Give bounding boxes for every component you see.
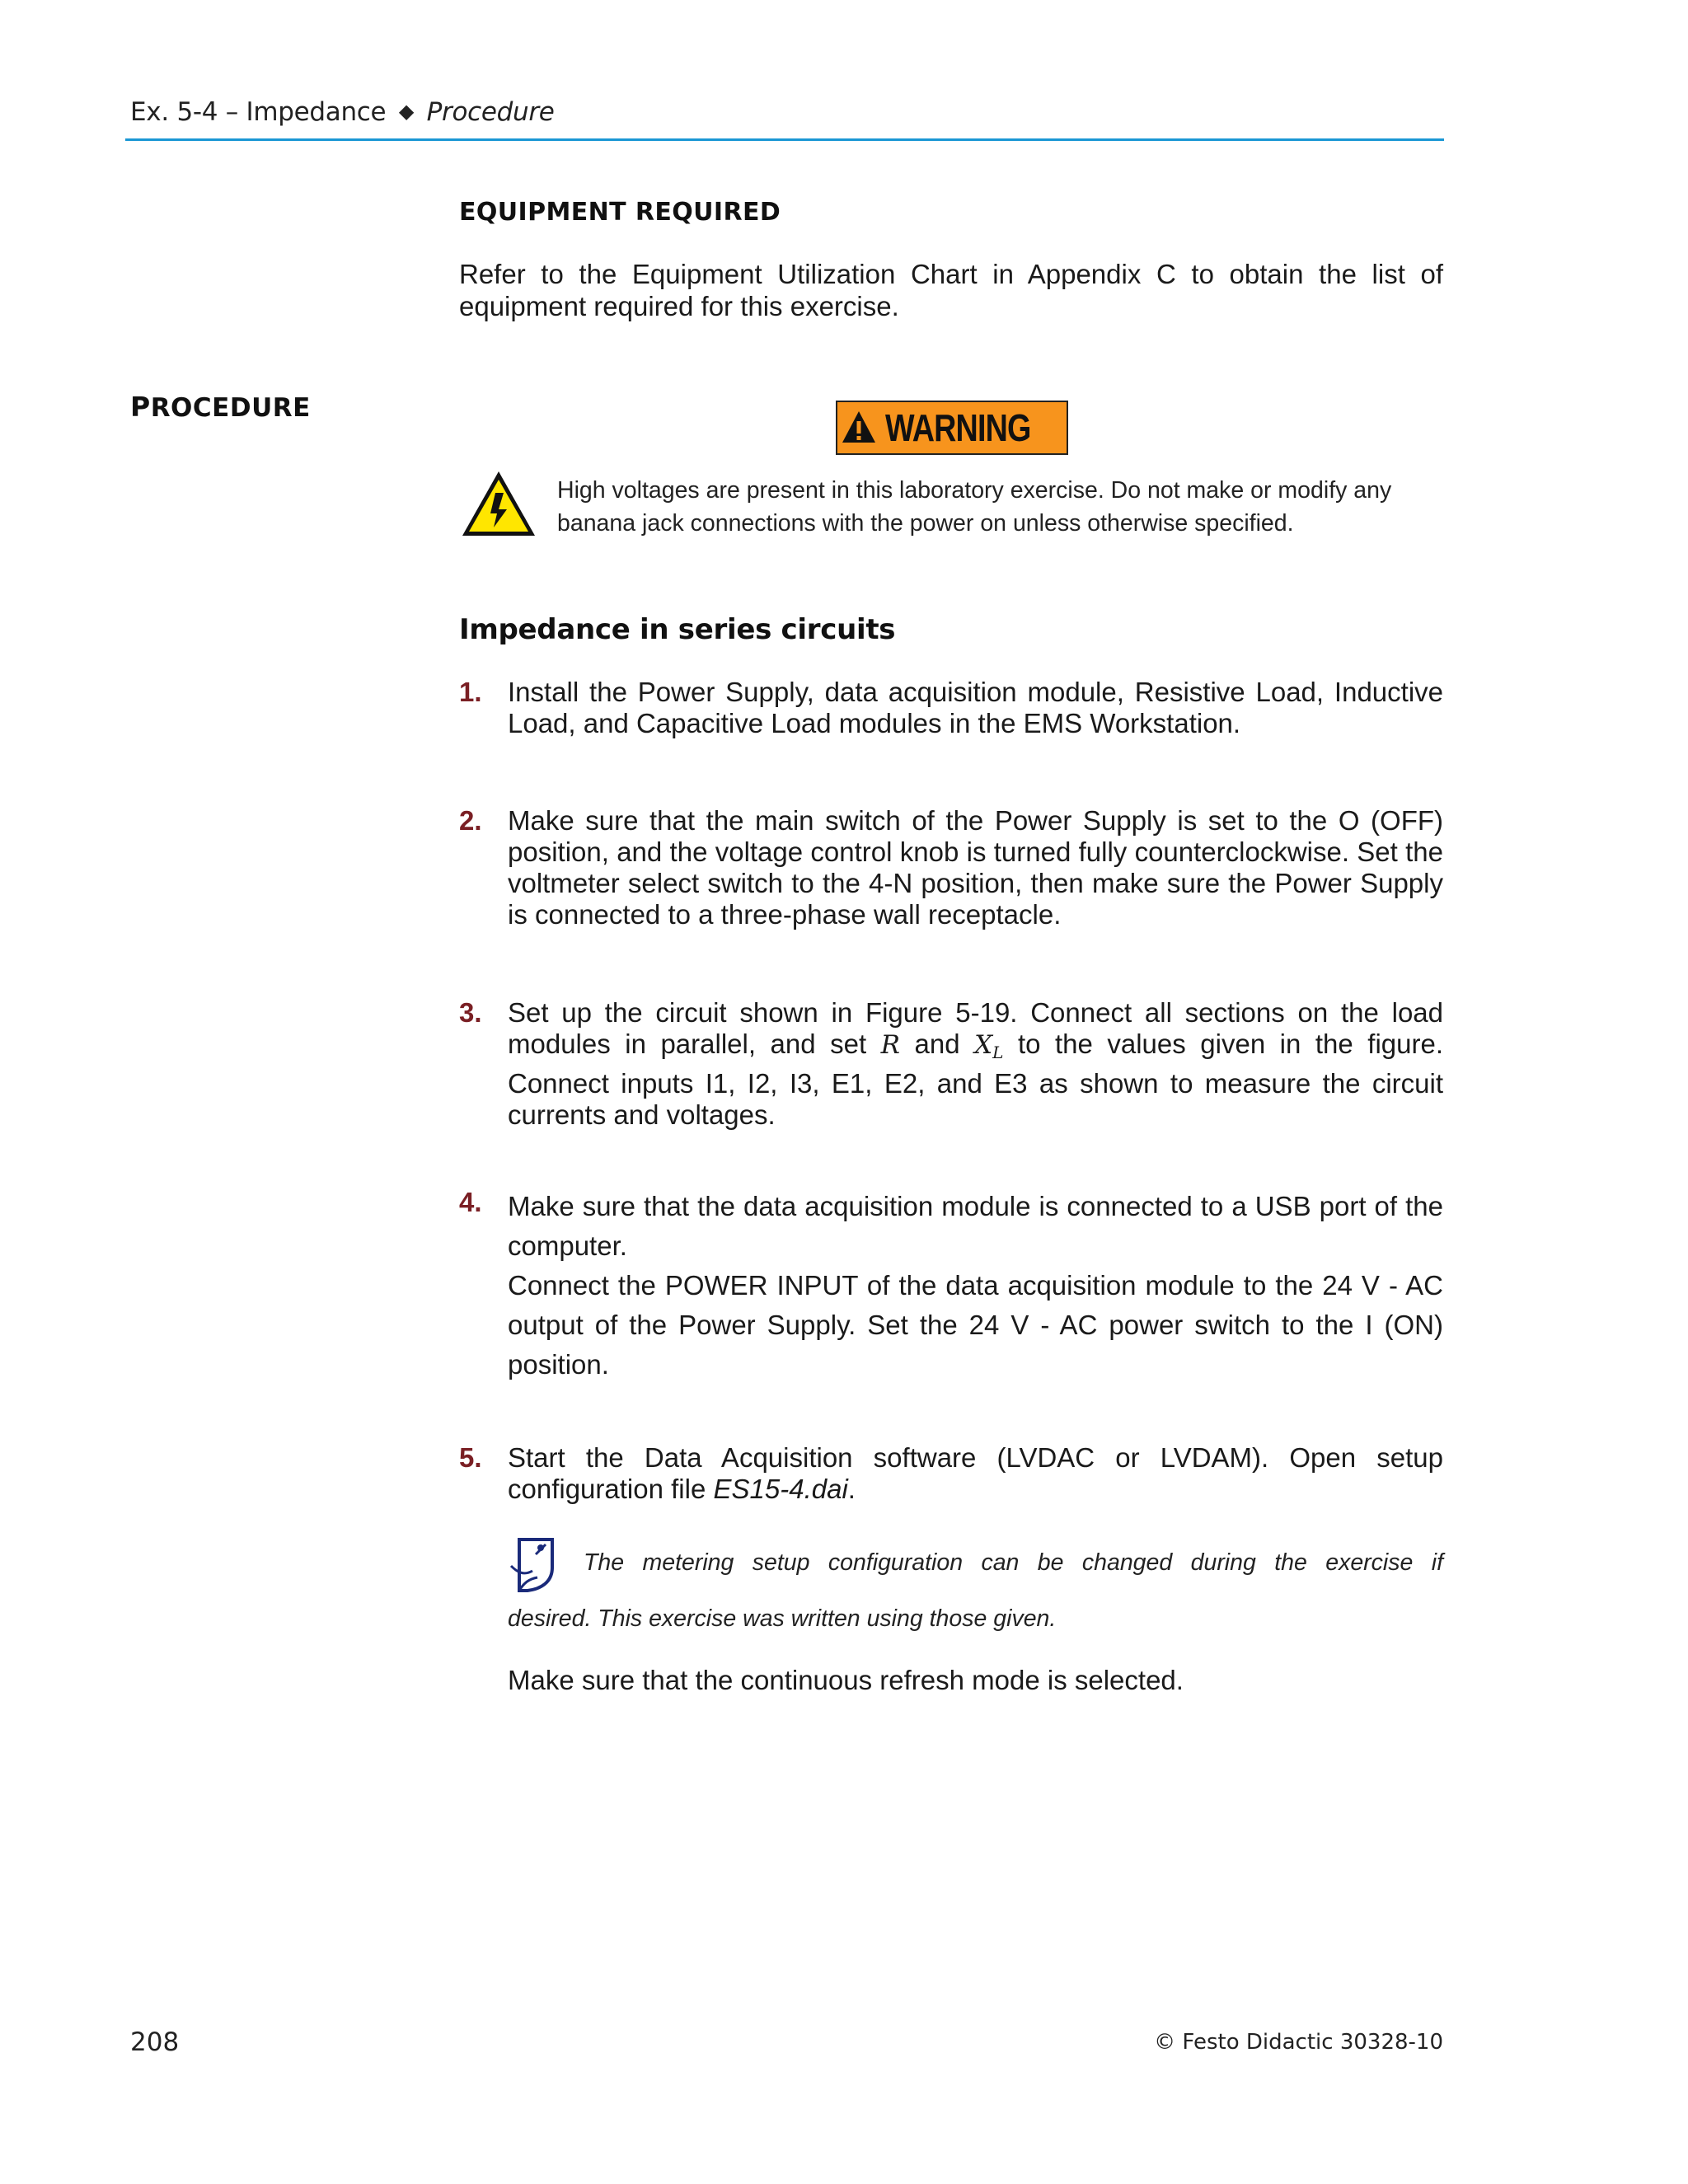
step-number: 1. xyxy=(459,677,482,707)
step-3 xyxy=(459,997,1443,1131)
note-text-line-2: desired. This exercise was written using those given. xyxy=(508,1605,1057,1632)
high-voltage-icon xyxy=(459,468,538,539)
header-exercise: Ex. 5-4 – Impedance xyxy=(130,97,387,127)
series-heading: Impedance in series circuits xyxy=(459,613,896,646)
step-text: Make sure that the data acquisition module is connected to a USB port of the computer. Connect the POWER INPUT of the data acquisition module to the 24 V - AC output of the Power Supply. Set the 24 V - AC power switch to the I (ON) position. xyxy=(508,1191,1443,1380)
equipment-heading: EQUIPMENT REQUIRED xyxy=(459,198,781,227)
step-1 xyxy=(459,677,1443,739)
warning-label: WARNING xyxy=(885,406,1031,449)
page-number: 208 xyxy=(130,2027,180,2057)
refresh-mode-text: Make sure that the continuous refresh mode is selected. xyxy=(508,1665,1184,1695)
running-header xyxy=(130,97,1442,127)
header-section: Procedure xyxy=(426,97,555,127)
step-number: 3. xyxy=(459,997,482,1028)
equipment-text: Refer to the Equipment Utilization Chart in Appendix C to obtain the list of equipment required for this exercise. xyxy=(459,259,1443,321)
copyright: © Festo Didactic 30328-10 xyxy=(1154,2030,1443,2055)
step-number: 4. xyxy=(459,1187,482,1217)
note-icon xyxy=(508,1535,559,1594)
diamond-icon: ◆ xyxy=(398,100,415,123)
step-text: Install the Power Supply, data acquisition module, Resistive Load, Inductive Load, and Capacitive Load modules in the EMS Workstation. xyxy=(508,677,1443,738)
step-text: Set up the circuit shown in Figure 5-19. Connect all sections on the load modules in parallel, and set R and $X_L$ to the values given in the figure. Connect inputs I1, I2, I3, E1, E2, and E3 as shown to measure the circuit currents and voltages. xyxy=(508,997,1443,1130)
step-text: Make sure that the main switch of the Power Supply is set to the O (OFF) position, and the voltage control knob is turned fully counterclockwise. Set the voltmeter select switch to the 4-N position, then make sure the Power Supply is connected to a three-phase wall receptacle. xyxy=(508,805,1443,930)
step-number: 5. xyxy=(459,1442,482,1473)
step-number: 2. xyxy=(459,805,482,836)
procedure-heading: PROCEDURE xyxy=(130,391,311,423)
header-rule xyxy=(125,138,1444,141)
step-4 xyxy=(459,1187,1443,1385)
variable-xl: $X_L$ xyxy=(974,1030,1004,1062)
config-file-name: ES15-4.dai xyxy=(713,1474,848,1504)
warning-badge xyxy=(836,401,1068,455)
step-2 xyxy=(459,805,1443,930)
step-text: Start the Data Acquisition software (LVDAC or LVDAM). Open setup configuration file ES15-4.dai. xyxy=(508,1442,1443,1504)
step-5 xyxy=(459,1442,1443,1505)
warning-triangle-icon xyxy=(841,410,877,446)
warning-text: High voltages are present in this laboratory exercise. Do not make or modify any banana jack connections with the power on unless otherwise specified. xyxy=(557,477,1392,537)
variable-r: R xyxy=(880,1030,900,1060)
note-text-line-1: The metering setup configuration can be changed during the exercise if xyxy=(584,1549,1443,1576)
